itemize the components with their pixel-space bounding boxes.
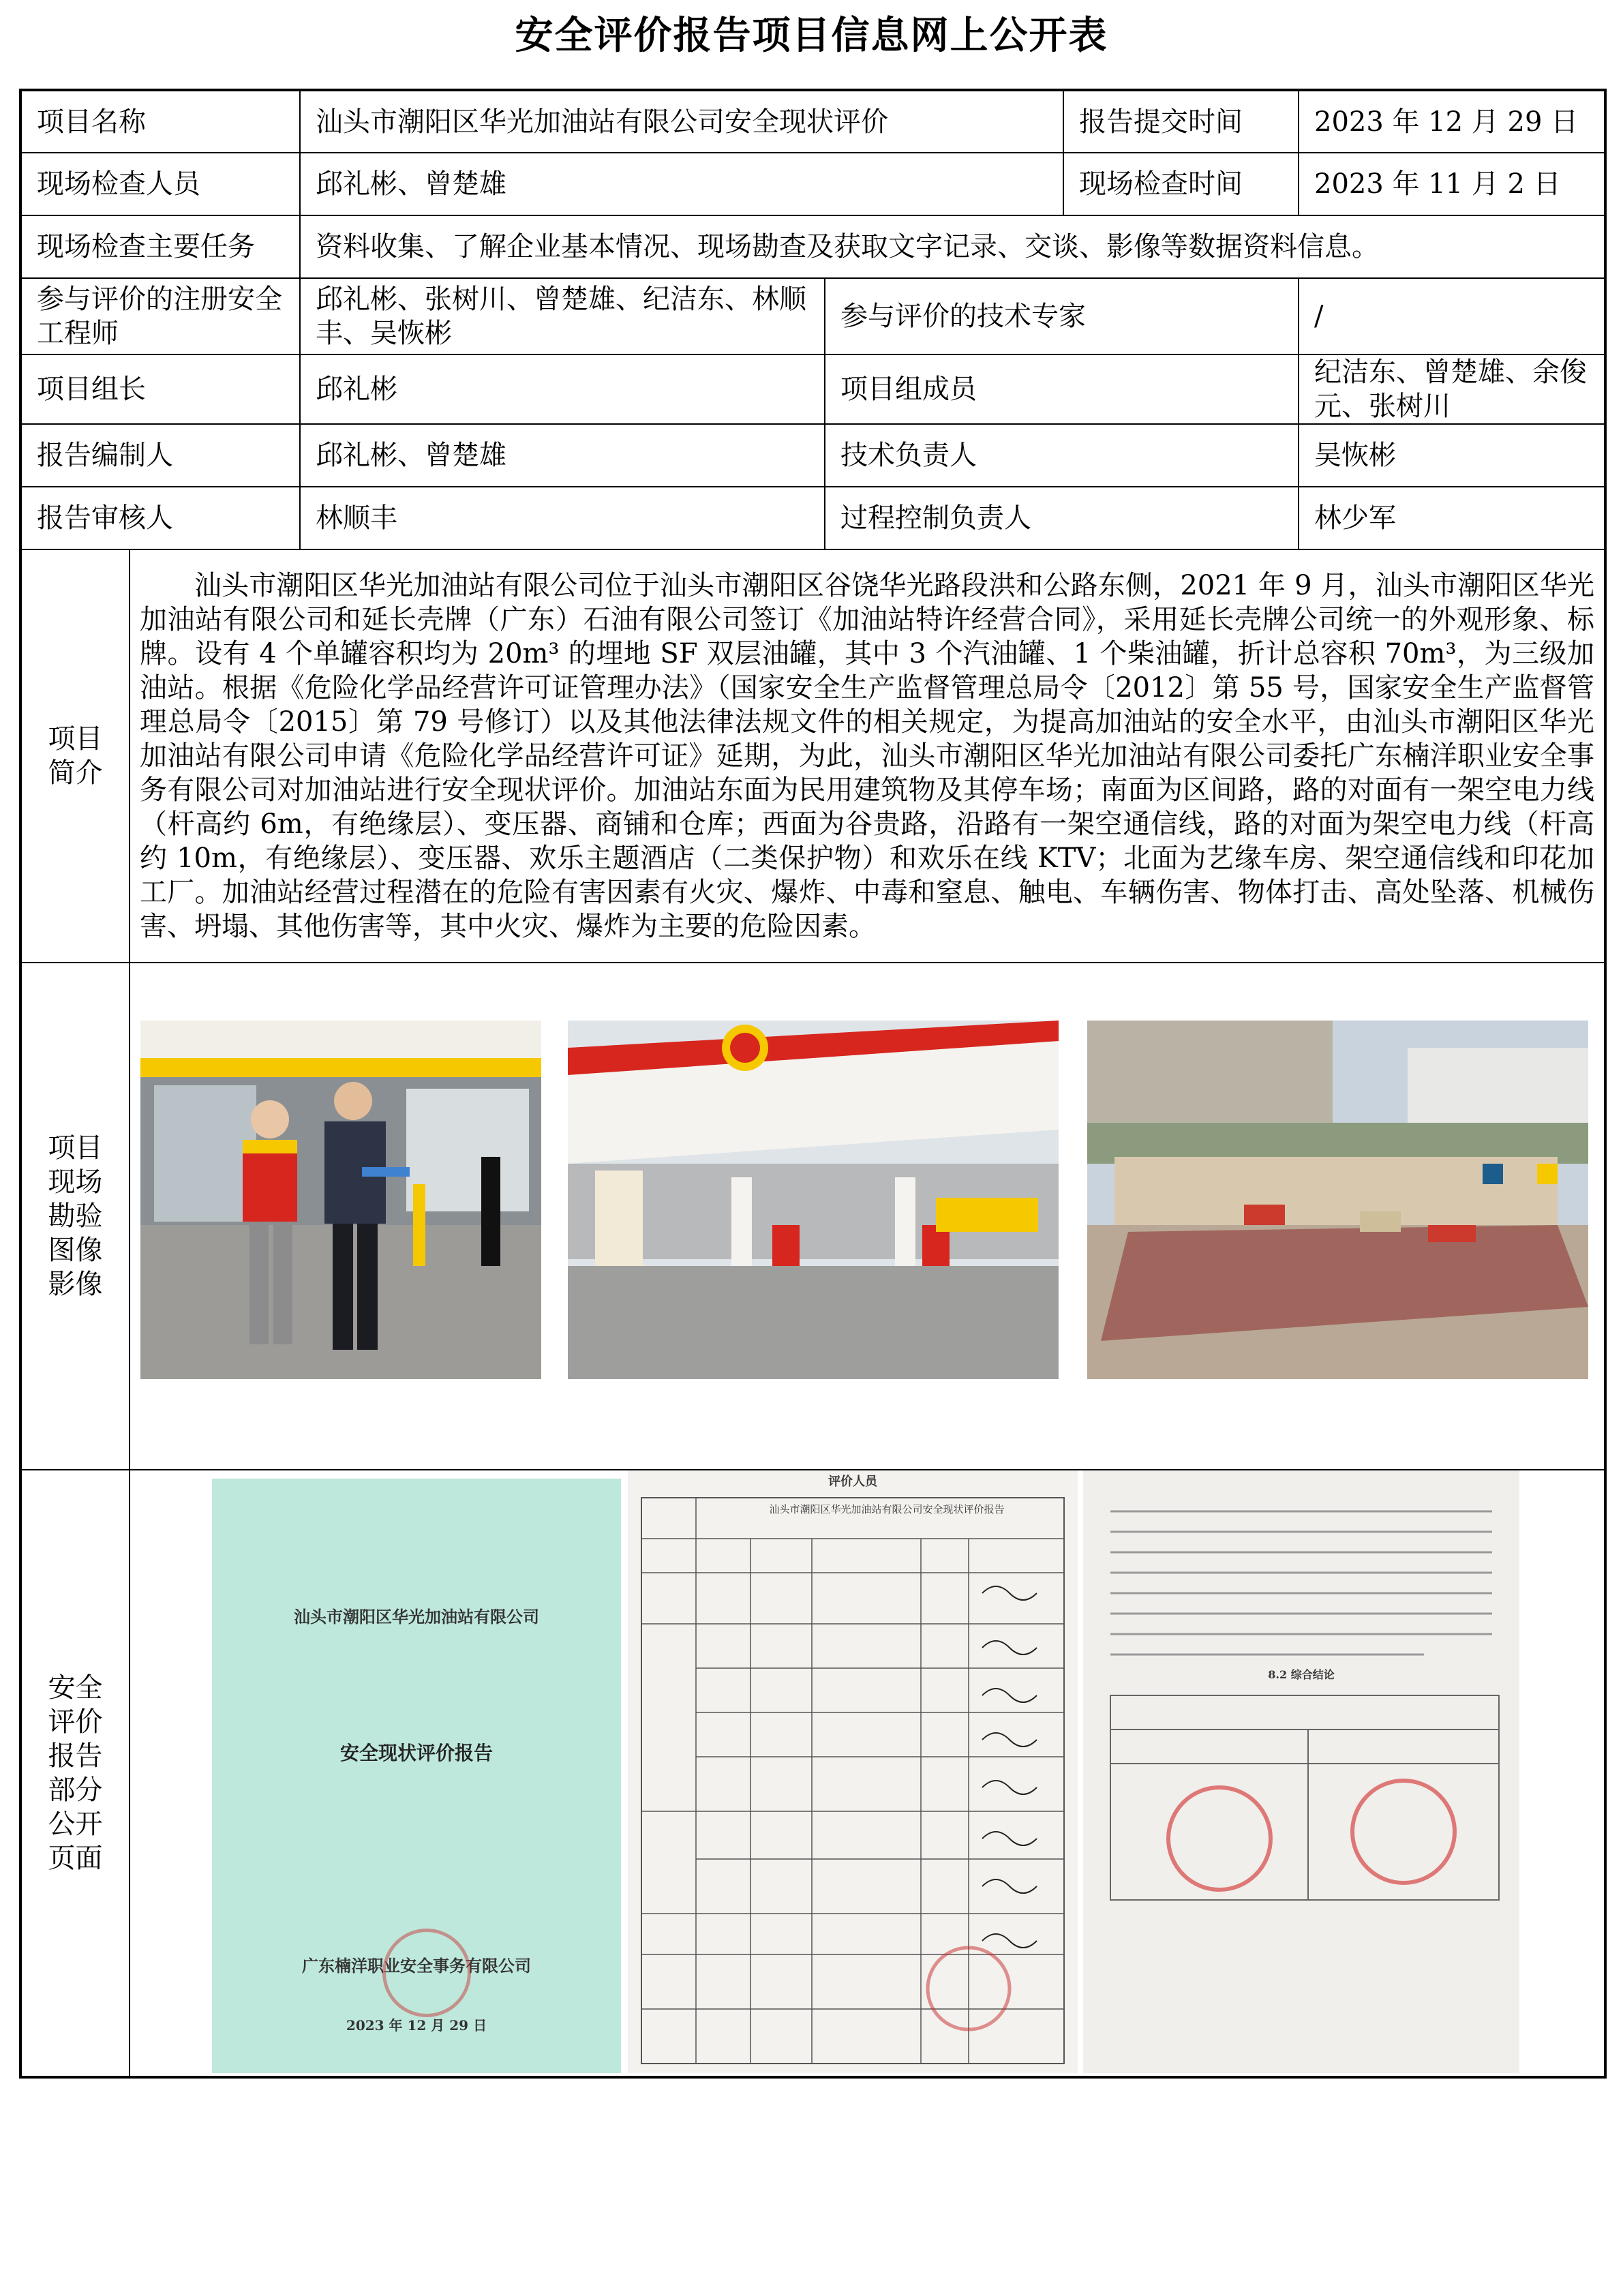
experts-label: 参与评价的技术专家 <box>825 278 1299 354</box>
photos-area <box>130 963 1604 1469</box>
inspect-time-label: 现场检查时间 <box>1063 153 1299 215</box>
process-label: 过程控制负责人 <box>825 487 1299 549</box>
staff-heading: 评价人员 <box>828 1475 877 1489</box>
report-cover-page <box>212 1479 621 2073</box>
staff-table-lines <box>628 1470 1078 2073</box>
summary-label-text: 项目简介 <box>48 723 103 789</box>
page-title: 安全评价报告项目信息网上公开表 <box>515 14 1108 58</box>
editor: 邱礼彬、曾楚雄 <box>300 424 825 487</box>
photos-label-text: 项目现场勘验图像影像 <box>48 1132 103 1300</box>
summary-label <box>20 549 130 963</box>
cover-date: 2023 年 12 月 29 日 <box>346 2017 487 2034</box>
photo-inspectors <box>140 1021 541 1379</box>
task: 资料收集、了解企业基本情况、现场勘查及获取文字记录、交谈、影像等数据资料信息。 <box>300 215 1605 278</box>
engineers: 邱礼彬、张树川、曾楚雄、纪洁东、林顺丰、吴恢彬 <box>300 278 825 354</box>
tech: 吴恢彬 <box>1299 424 1605 487</box>
photos-label <box>20 963 130 1470</box>
members: 纪洁东、曾楚雄、余俊元、张树川 <box>1299 354 1605 424</box>
project-name-label: 项目名称 <box>20 90 300 153</box>
staff-project: 汕头市潮阳区华光加油站有限公司安全现状评价报告 <box>769 1503 1005 1515</box>
photo-canopy <box>568 1021 1059 1379</box>
inspect-time: 2023 年 11 月 2 日 <box>1299 153 1605 215</box>
reviewer-label: 报告审核人 <box>20 487 300 549</box>
engineers-label: 参与评价的注册安全工程师 <box>20 278 300 354</box>
report-label-text: 安全评价报告部分公开页面 <box>48 1672 103 1874</box>
report-staff-page <box>628 1470 1078 2073</box>
leader-label: 项目组长 <box>20 354 300 424</box>
photo-tank-area <box>1087 1021 1588 1379</box>
reviewer: 林顺丰 <box>300 487 825 549</box>
submit-time-label: 报告提交时间 <box>1063 90 1299 153</box>
editor-label: 报告编制人 <box>20 424 300 487</box>
tech-label: 技术负责人 <box>825 424 1299 487</box>
experts: / <box>1299 278 1605 354</box>
report-label <box>20 1470 130 2077</box>
cover-company: 汕头市潮阳区华光加油站有限公司 <box>294 1607 539 1627</box>
report-pages-cell <box>130 1470 1605 2077</box>
report-conclusion-page <box>1083 1470 1519 2073</box>
cover-agency: 广东楠洋职业安全事务有限公司 <box>302 1957 531 1976</box>
submit-time: 2023 年 12 月 29 日 <box>1299 90 1605 153</box>
cover-title: 安全现状评价报告 <box>339 1742 493 1764</box>
project-name: 汕头市潮阳区华光加油站有限公司安全现状评价 <box>300 90 1063 153</box>
info-table <box>19 89 1607 2079</box>
project-summary: 汕头市潮阳区华光加油站有限公司位于汕头市潮阳区谷饶华光路段洪和公路东侧，2021 年 9 月，汕头市潮阳区华光加油站有限公司和延长壳牌（广东）石油有限公司签订《加油站特许经营合同》，采用延长壳牌公司统一的外观形象、标牌。设有 4 个单罐容积均为 20m³ 的埋地 SF 双层油罐，其中 3 个汽油罐、1 个柴油罐，折计总容积 70m³，为三级加油站。根据《危险化学品经营许可证管理办法》（国家安全生产监督管理总局令〔2012〕第 55 号，国家安全生产监督管理总局令〔2015〕第 79 号修订）以及其他法律法规文件的相关规定，为提高加油站的安全水平，由汕头市潮阳区华光加油站有限公司申请《危险化学品经营许可证》延期，为此，汕头市潮阳区华光加油站有限公司委托广东楠洋职业安全事务有限公司对加油站进行安全现状评价。加油站东面为民用建筑物及其停车场；南面为区间路，路的对面有一架空电力线（杆高约 6m，有绝缘层）、变压器、商铺和仓库；西面为谷贵路，沿路有一架空通信线，路的对面为架空电力线（杆高约 10m，有绝缘层）、变压器、欢乐主题酒店（二类保护物）和欢乐在线 KTV；北面为艺缘车房、架空通信线和印花加工厂。加油站经营过程潜在的危险有害因素有火灾、爆炸、中毒和窒息、触电、车辆伤害、物体打击、高处坠落、机械伤害、坍塌、其他伤害等，其中火灾、爆炸为主要的危险因素。 <box>130 549 1605 963</box>
conclusion-heading: 8.2 综合结论 <box>1268 1668 1335 1681</box>
conclusion-text-lines <box>1083 1470 1519 2073</box>
report-pages-area <box>130 1470 1604 2076</box>
photos-cell <box>130 963 1605 1470</box>
leader: 邱礼彬 <box>300 354 825 424</box>
inspectors: 邱礼彬、曾楚雄 <box>300 153 1063 215</box>
members-label: 项目组成员 <box>825 354 1299 424</box>
cover-seal <box>382 1929 471 2017</box>
process: 林少军 <box>1299 487 1605 549</box>
inspectors-label: 现场检查人员 <box>20 153 300 215</box>
task-label: 现场检查主要任务 <box>20 215 300 278</box>
